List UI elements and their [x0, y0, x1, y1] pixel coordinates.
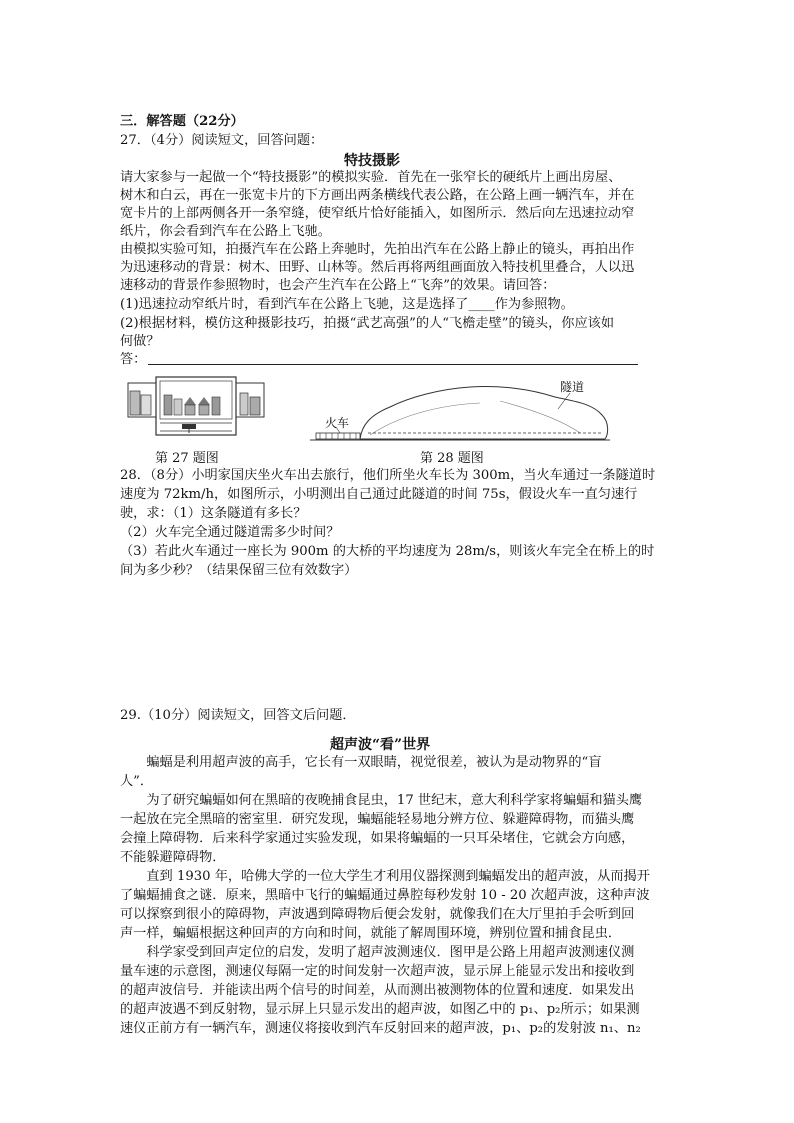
q29-line: 会撞上障碍物．后来科学家通过实验发现，如果将蝙蝠的一只耳朵堵住，它就会方向感， — [120, 831, 635, 846]
fig27-diagram — [126, 375, 266, 441]
q29-line: 声一样，蝙蝠根据这种回声的方向和时间，就能了解周围环境，辨别位置和捕食昆虫． — [120, 926, 622, 941]
q28-line: （2）火车完全通过隧道需多少时间？ — [120, 525, 340, 540]
q29-line: 蝙蝠是利用超声波的高手，它长有一双眼睛，视觉很差，被认为是动物界的“盲 — [120, 755, 602, 770]
q27-text-line: 为迅速移动的背景：树木、田野、山林等。然后再将两组画面放入特技机里叠合，人以迅 — [120, 260, 635, 275]
q29-line: 人”． — [120, 774, 154, 789]
q27-sub2: (2)根据材料，模仿这种摄影技巧，拍摄“武艺高强”的人“飞檐走壁”的镜头，你应该如 — [120, 316, 615, 331]
q27-text-line: 请大家参与一起做一个“特技摄影”的模拟实验．首先在一张窄长的硬纸片上画出房屋、 — [120, 170, 622, 185]
q29-line: 的超声波信号．并能读出两个信号的时间差，从而测出被测物体的位置和速度．如果发出 — [120, 983, 635, 998]
q29-line: 了蝙蝠捕食之谜．原来，黑暗中飞行的蝙蝠通过鼻腔每秒发射 10 - 20 次超声波，这种声波 — [120, 888, 650, 903]
q28-line: 驶，求：（1）这条隧道有多长？ — [120, 506, 307, 521]
q27-text-line: 由模拟实验可知，拍摄汽车在公路上奔驰时，先拍出汽车在公路上静止的镜头，再拍出作 — [120, 242, 635, 257]
q29-line: 科学家受到回声定位的启发，发明了超声波测速仪．图甲是公路上用超声波测速仪测 — [120, 945, 635, 960]
section-heading: 三．解答题（22分） — [120, 114, 244, 129]
q28-line: （3）若此火车通过一座长为 900m 的大桥的平均速度为 28m/s，则该火车完全在桥上的时 — [120, 544, 655, 559]
q29-intro: 29.（10分）阅读短文，回答文后问题． — [120, 708, 356, 723]
q28-line: 间为多少秒？（结果保留三位有效数字） — [120, 563, 358, 578]
q27-text-line: 速移动的背景作参照物时，也会产生汽车在公路上“飞奔”的效果。请回答： — [120, 278, 556, 293]
q29-title: 超声波“看”世界 — [330, 737, 431, 753]
fig28-caption: 第 28 题图 — [420, 451, 484, 466]
q29-line: 直到 1930 年，哈佛大学的一位大学生才利用仪器探测到蝙蝠发出的超声波，从而揭开 — [120, 869, 650, 884]
q28-line: 28．（8分）小明家国庆坐火车出去旅行，他们所坐火车长为 300m，当火车通过一条隧道时 — [120, 468, 656, 483]
q29-line: 速仪正前方有一辆汽车，测速仪将接收到汽车反射回来的超声波，p₁、p₂的发射波 n₁、n₂ — [120, 1021, 641, 1036]
q29-line: 为了研究蝙蝠如何在黑暗的夜晚捕食昆虫，17 世纪末，意大利科学家将蝙蝠和猫头鹰 — [120, 793, 643, 808]
fig27-caption: 第 27 题图 — [155, 451, 219, 466]
q29-line: 量车速的示意图，测速仪每隔一定的时间发射一次超声波，显示屏上能显示发出和接收到 — [120, 964, 635, 979]
tunnel-label: 隧道 — [560, 380, 585, 394]
q27-text-line: 树木和白云，再在一张宽卡片的下方画出两条横线代表公路，在公路上画一辆汽车，并在 — [120, 188, 635, 203]
q29-line: 一起放在完全黑暗的密室里．研究发现，蝙蝠能轻易地分辨方位、躲避障碍物，而猫头鹰 — [120, 812, 635, 827]
q29-line: 的超声波遇不到反射物，显示屏上只显示发出的超声波，如图乙中的 p₁、p₂所示；如果测 — [120, 1002, 640, 1017]
q27-text-line: 宽卡片的上部两侧各开一条窄缝，使窄纸片恰好能插入，如图所示．然后向左迅速拉动窄 — [120, 206, 635, 221]
q27-intro: 27．（4分）阅读短文，回答问题： — [120, 133, 324, 148]
q27-sub1: (1)迅速拉动窄纸片时，看到汽车在公路上飞驰，这是选择了____作为参照物。 — [120, 297, 574, 312]
q27-sub2: 何做？ — [120, 334, 160, 349]
q27-text-line: 纸片，你会看到汽车在公路上飞驰。 — [120, 224, 331, 239]
train-label: 火车 — [325, 416, 350, 430]
answer-label: 答： — [120, 352, 147, 367]
q28-line: 速度为 72km/h，如图所示，小明测出自己通过此隧道的时间 75s，假设火车一直匀速行 — [120, 487, 638, 502]
answer-line — [148, 364, 638, 365]
q29-line: 可以探察到很小的障碍物，声波遇到障碍物后便会发射，就像我们在大厅里拍手会听到回 — [120, 907, 635, 922]
q27-title: 特技摄影 — [344, 153, 400, 169]
q29-line: 不能躲避障碍物． — [120, 850, 226, 865]
